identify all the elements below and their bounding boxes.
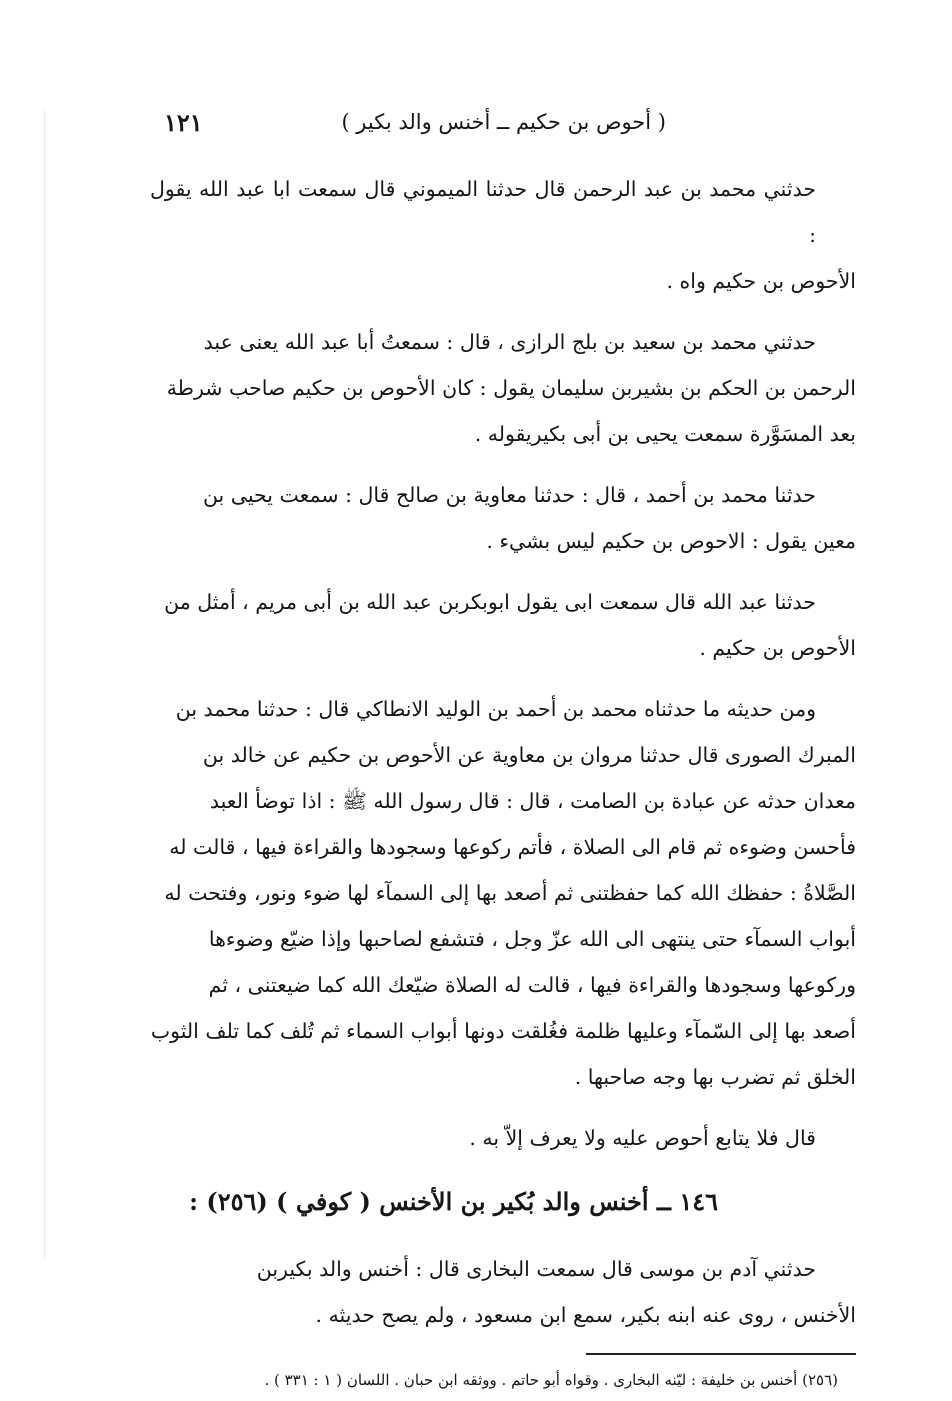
text-line: بعد المسَوَّرة سمعت يحيى بن أبى بكيريقوله . bbox=[474, 422, 856, 446]
text-line: معين يقول : الاحوص بن حكيم ليس بشيء . bbox=[486, 529, 856, 553]
book-page bbox=[150, 100, 856, 1395]
text-line: حدثنا محمد بن أحمد ، قال : حدثنا معاوية بن صالح قال : سمعت يحيى بن bbox=[202, 483, 816, 507]
text-line: حدثني آدم بن موسى قال سمعت البخارى قال : أخنس والد بكيربن bbox=[256, 1257, 816, 1281]
footnote-divider bbox=[586, 1353, 856, 1355]
text-line: وركوعها وسجودها والقراءة فيها ، قالت له الصلاة ضيّعك الله كما ضيعتنى ، ثم bbox=[208, 973, 856, 997]
text-line: معدان حدثه عن عبادة بن الصامت ، قال : قال رسول الله ﷺ : اذا توضأ العبد bbox=[209, 789, 856, 813]
footnote: (٢٥٦) أخنس بن خليفة : ليّنه البخارى . وقواه أبو حاتم . ووثقه ابن حبان . اللسان ( ١ : ٣٣١ ) . bbox=[264, 1371, 838, 1389]
text-line: الأحوص بن حكيم واه . bbox=[666, 269, 856, 293]
text-line: قال فلا يتابع أحوص عليه ولا يعرف إلاّ به . bbox=[469, 1126, 816, 1150]
text-line: الصَّلاةُ : حفظك الله كما حفظتنى ثم أصعد بها إلى السمآء لها ضوء ونور، وفتحت له bbox=[164, 881, 856, 905]
text-line: أبواب السمآء حتى ينتهى الى الله عزّ وجل ، فتشفع لصاحبها وإذا ضيّع وضوءها bbox=[208, 927, 856, 951]
paragraph-1 bbox=[150, 166, 856, 304]
paragraph-5 bbox=[150, 686, 856, 1100]
paragraph-3 bbox=[150, 472, 856, 564]
page-gutter-line bbox=[44, 110, 45, 1260]
text-line: الرحمن بن الحكم بن بشيربن سليمان يقول : كان الأحوص بن حكيم صاحب شرطة bbox=[166, 376, 856, 400]
section-paragraph bbox=[150, 1246, 856, 1338]
text-line: ومن حديثه ما حدثناه محمد بن أحمد بن الوليد الانطاكي قال : حدثنا محمد بن bbox=[175, 697, 816, 721]
text-line: حدثنا عبد الله قال سمعت ابى يقول ابوبكربن عبد الله بن أبى مريم ، أمثل من bbox=[164, 590, 816, 614]
text-line: المبرك الصورى قال حدثنا مروان بن معاوية عن الأحوص بن حكيم عن خالد بن bbox=[202, 743, 856, 767]
text-line: فأحسن وضوءه ثم قام الى الصلاة ، فأتم ركوعها وسجودها والقراءة فيها ، قالت له bbox=[169, 835, 856, 859]
text-line: حدثني محمد بن عبد الرحمن قال حدثنا الميموني قال سمعت ابا عبد الله يقول : bbox=[150, 177, 816, 247]
paragraph-2 bbox=[150, 319, 856, 457]
running-title: ( أحوص بن حكيم ــ أخنس والد بكير ) bbox=[341, 110, 666, 134]
running-header bbox=[150, 100, 856, 144]
paragraph-4 bbox=[150, 579, 856, 671]
text-line: الأحوص بن حكيم . bbox=[699, 636, 856, 660]
page-number: ١٢١ bbox=[164, 107, 203, 137]
text-line: الأخنس ، روى عنه ابنه بكير، سمع ابن مسعود ، ولم يصح حديثه . bbox=[315, 1303, 856, 1327]
section-heading: ١٤٦ ــ أخنس والد بُكير بن الأخنس ( كوفي ) (٢٥٦) : bbox=[189, 1187, 718, 1216]
text-line: الخلق ثم تضرب بها وجه صاحبها . bbox=[574, 1065, 856, 1089]
paragraph-6 bbox=[150, 1115, 856, 1161]
text-line: حدثني محمد بن سعيد بن بلج الرازى ، قال : سمعتُ أبا عبد الله يعنى عبد bbox=[203, 330, 816, 354]
text-line: أصعد بها إلى السّمآء وعليها ظلمة فغُلقت دونها أبواب السماء ثم تُلف كما تلف الثوب bbox=[150, 1019, 856, 1043]
